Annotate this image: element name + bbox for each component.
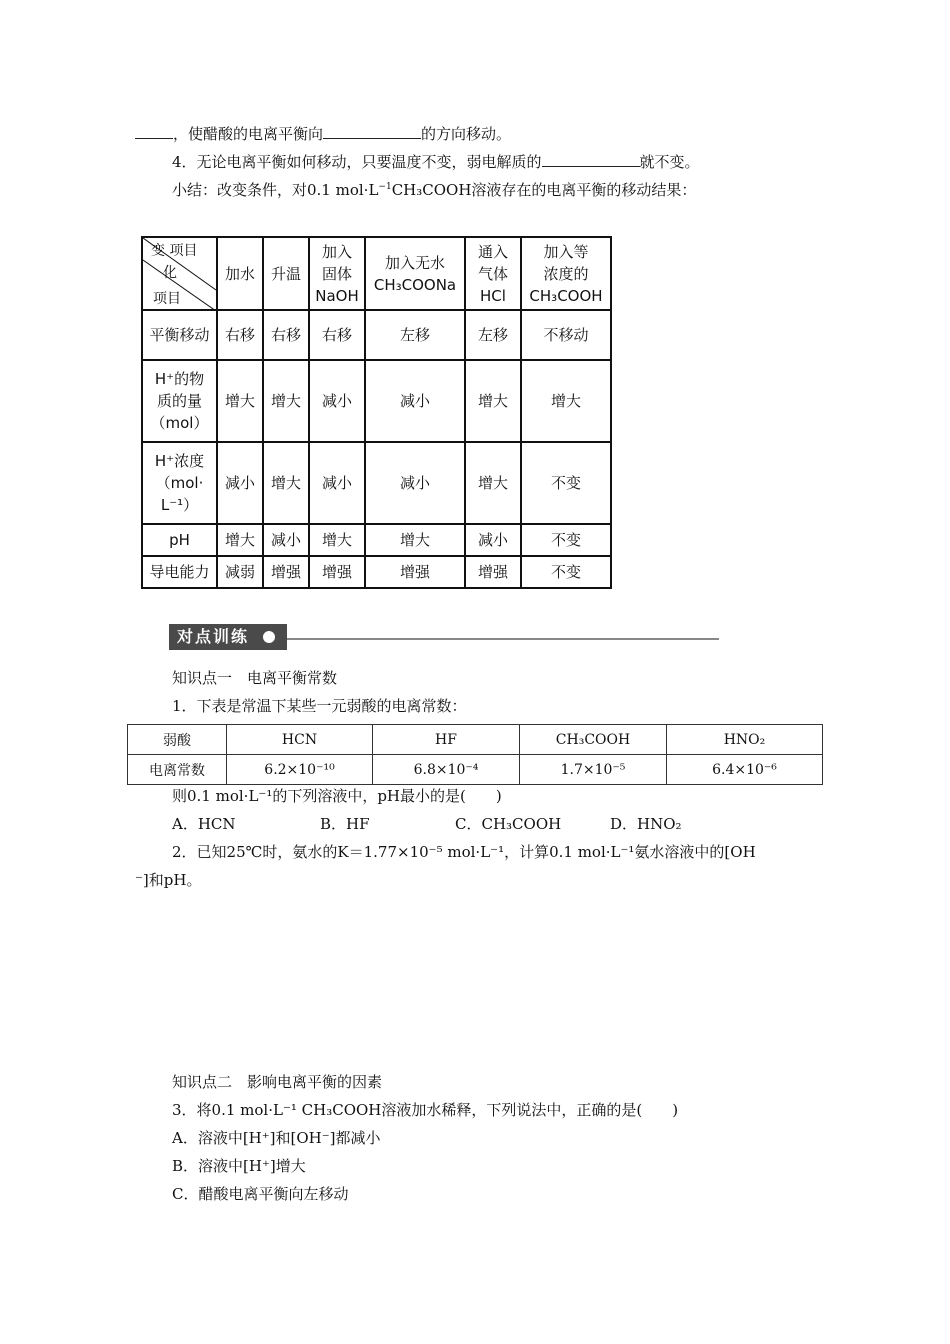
option-b: B．HF: [320, 815, 370, 833]
question-1-prompt: 则0.1 mol·L⁻¹的下列溶液中，pH最小的是( ): [172, 787, 502, 805]
table-cell: 减小: [365, 442, 465, 524]
table-cell: 左移: [365, 310, 465, 360]
table-cell: 减小: [309, 360, 365, 442]
table-row: [142, 524, 611, 556]
banner-title: 对点训练: [169, 624, 287, 650]
constants-table: [127, 724, 823, 785]
constant-label: 电离常数: [128, 755, 227, 785]
corner-label-mid: 化: [163, 265, 177, 281]
header-cell: 加入等 浓度的 CH₃COOH: [521, 237, 611, 310]
corner-label-bottom: 项目: [153, 291, 181, 307]
answer-blank: [323, 124, 421, 139]
table-cell: 减小: [309, 442, 365, 524]
constant-value: 6.2×10⁻¹⁰: [227, 755, 373, 785]
table-cell: 增强: [465, 556, 521, 588]
header-cell: 加水: [217, 237, 263, 310]
acid-name: HNO₂: [667, 725, 823, 755]
answer-blank: [135, 124, 173, 139]
summary-line: 小结：改变条件，对0.1 $mol\cdot L^{-1}CH_3COOH$溶液存在的电离平衡的移动结果：: [172, 181, 697, 199]
table-header-row: [142, 237, 611, 310]
constant-value: 6.8×10⁻⁴: [373, 755, 520, 785]
weak-acid-label: 弱酸: [128, 725, 227, 755]
table-cell: 增强: [263, 556, 309, 588]
constants-header-row: [128, 725, 823, 755]
table-cell: 左移: [465, 310, 521, 360]
table-cell: 增强: [309, 556, 365, 588]
option-a: A．HCN: [172, 815, 236, 833]
table-cell: 增大: [309, 524, 365, 556]
table-cell: 减小: [465, 524, 521, 556]
table-row: [142, 310, 611, 360]
table-cell: 增大: [521, 360, 611, 442]
table-cell: 不变: [521, 556, 611, 588]
acid-name: HF: [373, 725, 520, 755]
option-d: D．HNO₂: [610, 815, 682, 833]
table-cell: 右移: [309, 310, 365, 360]
section1-heading: 知识点一 电离平衡常数: [172, 669, 338, 687]
constants-value-row: [128, 755, 823, 785]
table-cell: 不变: [521, 442, 611, 524]
banner-dot-icon: [263, 631, 275, 643]
acid-name: HCN: [227, 725, 373, 755]
table-cell: 增强: [365, 556, 465, 588]
intro-line-1: ，使醋酸的电离平衡向 的方向移动。: [135, 124, 511, 144]
table-row: [142, 442, 611, 524]
table-row: [142, 556, 611, 588]
table-cell: 不变: [521, 524, 611, 556]
question-3: 3．将0.1 mol·L⁻¹ CH₃COOH溶液加水稀释，下列说法中，正确的是( ): [172, 1101, 679, 1119]
constant-value: 6.4×10⁻⁶: [667, 755, 823, 785]
table-cell: 增大: [465, 360, 521, 442]
table-cell: 增大: [263, 442, 309, 524]
banner-rule: [287, 638, 719, 640]
header-cell: 加入无水 CH₃COONa: [365, 237, 465, 310]
table-cell: 右移: [263, 310, 309, 360]
table-cell: 增大: [365, 524, 465, 556]
header-cell: 升温: [263, 237, 309, 310]
table-cell: 减小: [365, 360, 465, 442]
corner-cell: [142, 237, 217, 310]
table-row: [142, 360, 611, 442]
table-cell: 增大: [217, 360, 263, 442]
row-label: pH: [142, 524, 217, 556]
table-cell: 右移: [217, 310, 263, 360]
header-cell: 通入 气体 HCl: [465, 237, 521, 310]
option-c: C．醋酸电离平衡向左移动: [172, 1185, 349, 1203]
table-cell: 减小: [263, 524, 309, 556]
option-b: B．溶液中[H⁺]增大: [172, 1157, 306, 1175]
header-cell: 加入 固体 NaOH: [309, 237, 365, 310]
summary-table: [141, 236, 612, 589]
row-label: H⁺浓度 （mol· L⁻¹）: [142, 442, 217, 524]
answer-blank: [542, 152, 640, 167]
question-1: 1．下表是常温下某些一元弱酸的电离常数：: [172, 697, 467, 715]
question-2-line-2: ⁻]和pH。: [135, 871, 202, 889]
question-2-line-1: 2．已知25℃时，氨水的K＝1.77×10⁻⁵ mol·L⁻¹，计算0.1 mol·L⁻¹氨水溶液中的[OH: [172, 843, 756, 861]
table-cell: 增大: [465, 442, 521, 524]
option-c: C．CH₃COOH: [455, 815, 562, 833]
row-label: H⁺的物 质的量 （mol）: [142, 360, 217, 442]
corner-label-top: 变 项目: [151, 243, 198, 259]
row-label: 平衡移动: [142, 310, 217, 360]
table-cell: 减弱: [217, 556, 263, 588]
row-label: 导电能力: [142, 556, 217, 588]
option-a: A．溶液中[H⁺]和[OH⁻]都减小: [172, 1129, 381, 1147]
section2-heading: 知识点二 影响电离平衡的因素: [172, 1073, 383, 1091]
intro-line-2: 4．无论电离平衡如何移动，只要温度不变，弱电解质的 就不变。: [172, 153, 700, 171]
constant-value: 1.7×10⁻⁵: [520, 755, 667, 785]
table-cell: 增大: [217, 524, 263, 556]
acid-name: CH₃COOH: [520, 725, 667, 755]
table-cell: 不移动: [521, 310, 611, 360]
table-cell: 增大: [263, 360, 309, 442]
table-cell: 减小: [217, 442, 263, 524]
